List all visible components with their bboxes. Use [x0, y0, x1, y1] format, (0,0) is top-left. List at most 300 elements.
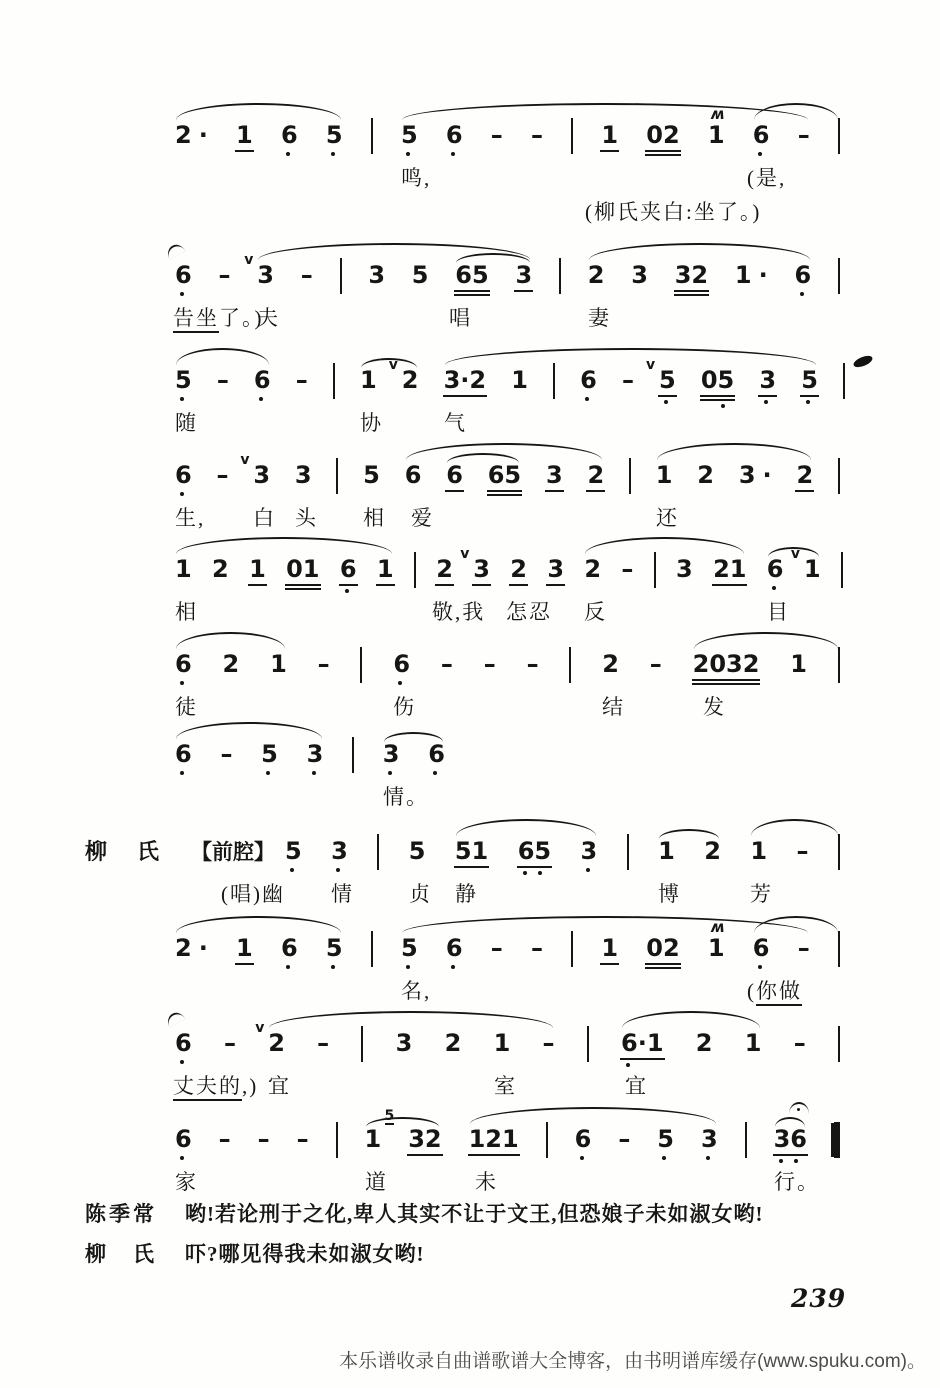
note-digit: 1: [707, 121, 725, 149]
note: [175, 462, 192, 488]
octave-dot: [180, 1060, 184, 1064]
note-digit: 3: [547, 555, 565, 583]
token-row: [175, 918, 840, 977]
dialogue-role: 陈季常: [85, 1202, 157, 1226]
note-digit: 2: [212, 555, 229, 583]
lyric-text: 未: [475, 1170, 498, 1194]
note: [409, 838, 426, 864]
lyric-text: 静: [455, 882, 478, 906]
note: [646, 357, 676, 394]
lyric-text: (是,: [747, 166, 787, 190]
note: [527, 651, 539, 677]
note-digit: 5: [363, 461, 380, 489]
note-digit: –: [216, 461, 229, 489]
lyric-text: 行。: [774, 1170, 820, 1194]
lyric-text: 目: [767, 600, 790, 624]
note: [326, 122, 343, 148]
octave-dot: [806, 400, 810, 404]
note: [445, 1030, 462, 1056]
lyric-text: 徒: [175, 695, 198, 719]
octave-dot: [772, 586, 776, 590]
underline: [454, 290, 489, 292]
tie-icon: [164, 241, 185, 259]
note: [408, 1126, 441, 1152]
lyric: [409, 878, 432, 908]
underline: [645, 154, 680, 156]
octave-dot: [388, 771, 392, 775]
note-digit: 6: [280, 121, 298, 149]
note-digit: –: [621, 555, 634, 583]
lyric-text: 了。): [219, 306, 264, 330]
note: [175, 1030, 192, 1056]
lyric: [588, 302, 611, 332]
lyric: [449, 302, 472, 332]
note: [175, 262, 192, 288]
note-digit: –: [317, 650, 330, 678]
slur-arc: [402, 103, 808, 120]
barline: [654, 552, 656, 588]
note: [401, 935, 418, 961]
lyric: [656, 502, 679, 532]
note-digit: 2: [587, 461, 605, 489]
note-digit: 1: [655, 461, 673, 489]
slur-arc: [768, 547, 819, 557]
note: [220, 741, 232, 767]
note-digit: 3·2: [443, 366, 487, 394]
note-digit: 32: [408, 1125, 442, 1153]
note-digit: –: [618, 1125, 631, 1153]
note-digit: –: [542, 1029, 555, 1057]
note-digit: –: [483, 650, 496, 678]
note: [601, 935, 618, 961]
underline: [674, 294, 709, 296]
token-row: [175, 741, 445, 783]
note: [601, 122, 618, 148]
note: [326, 935, 343, 961]
note: [444, 367, 487, 393]
note: [581, 838, 598, 864]
note: [307, 741, 324, 767]
slur-arc: [657, 443, 811, 460]
note: [531, 935, 543, 961]
octave-dot: [180, 771, 184, 775]
note-digit: 1: [175, 555, 192, 583]
note: [646, 935, 679, 961]
token-row: [175, 105, 840, 164]
note-digit: 5: [285, 837, 302, 865]
note: [175, 1126, 192, 1152]
note: [223, 651, 240, 677]
note-digit: 6: [794, 261, 812, 289]
note-digit: –: [797, 934, 810, 962]
note: [396, 1030, 413, 1056]
fermata-icon: [789, 1102, 809, 1114]
note: [296, 367, 308, 393]
lyric-text: 敬,我: [432, 600, 486, 624]
page-number: 239: [791, 1284, 847, 1313]
augmentation-dot: ·: [758, 261, 768, 289]
lyric: [494, 1070, 517, 1100]
lyric-text: 丈夫的: [173, 1074, 242, 1101]
lyric: [432, 596, 485, 626]
note: [217, 367, 229, 393]
note-digit: –: [530, 934, 543, 962]
note: [469, 1126, 519, 1152]
note: [255, 1020, 285, 1057]
token-row: [175, 651, 840, 693]
lyric-text: 发: [703, 695, 726, 719]
underline: [517, 866, 552, 868]
note: [798, 935, 810, 961]
note-digit: 1: [803, 555, 821, 583]
octave-dot: [794, 1159, 798, 1163]
note-digit: 5: [801, 366, 818, 394]
underline: [546, 584, 565, 586]
octave-dot: [758, 965, 762, 969]
note: [621, 1030, 664, 1056]
barline: [629, 458, 631, 494]
note: [236, 935, 253, 961]
lyric: [257, 302, 280, 332]
note-digit: 36: [773, 1125, 807, 1153]
note-digit: 5: [408, 837, 426, 865]
note: [301, 262, 313, 288]
underline: [600, 150, 619, 152]
barline: [838, 458, 840, 494]
lyric: [774, 1166, 820, 1196]
note-digit: –: [300, 261, 313, 289]
breath-mark-icon: v: [244, 252, 254, 268]
breath-mark-icon: v: [255, 1020, 265, 1036]
note-digit: 3: [257, 261, 274, 289]
note: [240, 452, 271, 489]
note-digit: 6: [175, 261, 192, 289]
underline: [795, 490, 814, 492]
note-digit: –: [296, 1125, 309, 1153]
note: [657, 1126, 674, 1152]
underline: [376, 584, 395, 586]
underline: [645, 967, 680, 969]
note: [405, 462, 422, 488]
note-digit: 5: [411, 261, 429, 289]
note-digit: 6: [445, 934, 463, 962]
octave-dot: [266, 771, 270, 775]
lyric-text: 名,: [401, 979, 432, 1003]
octave-dot: [331, 965, 335, 969]
note-digit: 3: [331, 837, 348, 865]
note: [281, 122, 298, 148]
music-line: [175, 105, 840, 224]
octave-dot: [180, 492, 184, 496]
slur-arc: [751, 819, 838, 836]
note-digit: 2: [796, 461, 814, 489]
underline: [509, 584, 528, 586]
octave-dot: [664, 400, 668, 404]
note-digit: 6: [766, 555, 784, 583]
note-digit: 5: [400, 121, 418, 149]
underline: [443, 395, 488, 397]
note-digit: 3: [700, 1125, 718, 1153]
lyric: [475, 1166, 498, 1196]
octave-dot: [779, 1159, 783, 1163]
slur-arc: [176, 722, 322, 739]
note: [175, 367, 192, 393]
lyric-text: 头: [295, 506, 318, 530]
note-digit: 6: [580, 366, 597, 394]
barline: [371, 118, 373, 154]
token-row: [175, 546, 843, 598]
barline: [834, 1122, 840, 1158]
note: [650, 651, 662, 677]
note-digit: 51: [454, 837, 489, 865]
note: [790, 651, 807, 677]
barline: [371, 931, 373, 967]
underline: [758, 395, 777, 397]
note-digit: 5: [325, 934, 343, 962]
note-digit: 2: [584, 555, 602, 583]
octave-dot: [580, 1156, 584, 1160]
breath-mark-icon: v: [790, 546, 800, 562]
note-digit: 1: [734, 261, 752, 289]
note: [446, 462, 463, 488]
lyric: [444, 407, 467, 437]
lyric: [360, 407, 383, 437]
note-digit: 6: [428, 740, 445, 768]
note-digit: 5: [261, 740, 278, 768]
lyric-text: 反: [584, 600, 607, 624]
note-digit: 02: [646, 934, 680, 962]
note-digit: 1: [750, 837, 768, 865]
note-digit: 1: [790, 650, 807, 678]
note: [340, 556, 357, 582]
note: [588, 262, 605, 288]
note: [175, 556, 192, 582]
octave-dot: [433, 771, 437, 775]
dialogue-row: [85, 1238, 425, 1268]
octave-dot: [345, 589, 349, 593]
note-digit: 1: [376, 555, 394, 583]
lyric-text: 气: [444, 411, 467, 435]
octave-dot: [586, 868, 590, 872]
slur-arc: [589, 243, 810, 260]
lyric-text: 你做: [756, 979, 802, 1006]
note: [401, 122, 418, 148]
octave-dot: [538, 871, 542, 875]
note-digit: –: [220, 740, 233, 768]
barline: [559, 258, 561, 294]
note-digit: 6: [175, 461, 192, 489]
slur-arc: [176, 348, 269, 365]
augmentation-dot: ·: [198, 121, 208, 149]
barline: [571, 931, 573, 967]
note-digit: 1: [236, 121, 253, 149]
token-row: [175, 1108, 840, 1168]
lyric: [602, 691, 625, 721]
barline: [361, 1026, 363, 1062]
note-digit: 1: [236, 934, 253, 962]
mordent-icon: ʍ: [710, 105, 725, 123]
note: [368, 262, 385, 288]
underline: [285, 584, 320, 586]
note: [236, 122, 253, 148]
note: [484, 651, 496, 677]
note-digit: 2: [510, 555, 527, 583]
note: [701, 367, 734, 393]
slur-arc: [176, 537, 392, 554]
slur-arc: [754, 916, 838, 933]
note: [258, 1126, 270, 1152]
lyric: [331, 878, 354, 908]
note: [494, 1030, 511, 1056]
note: [656, 462, 673, 488]
music-line: [173, 1020, 840, 1098]
note-digit: 1: [270, 650, 287, 678]
note-digit: –: [621, 366, 634, 394]
underline: [514, 290, 533, 292]
note-digit: 6: [752, 934, 770, 962]
tune-tag: 【前腔】: [191, 840, 275, 864]
underline: [445, 490, 464, 492]
note-digit: 3: [580, 837, 598, 865]
lyric-text: (唱)幽: [221, 882, 285, 906]
barline: [340, 258, 342, 294]
octave-dot: [398, 681, 402, 685]
octave-dot: [764, 400, 768, 404]
lyric: [393, 691, 416, 721]
note: [244, 252, 274, 289]
octave-dot: [662, 1156, 666, 1160]
note: [455, 262, 488, 288]
note: [745, 1030, 762, 1056]
dialogue-text: 吓?哪见得我未如淑女哟!: [185, 1242, 425, 1266]
barline: [414, 552, 416, 588]
note: [547, 556, 564, 582]
note: [798, 122, 810, 148]
note-digit: 6: [446, 461, 463, 489]
note-digit: –: [526, 650, 539, 678]
note: [622, 367, 634, 393]
octave-dot: [706, 1156, 710, 1160]
note-digit: –: [218, 261, 231, 289]
lyric-text: 生,: [175, 506, 206, 530]
role-label: 柳 氏: [85, 839, 164, 864]
note: [676, 556, 693, 582]
note: [218, 262, 230, 288]
lyric-text: 白: [253, 506, 276, 530]
note-digit: 3: [306, 740, 324, 768]
lyric-text: 协: [360, 411, 383, 435]
breath-mark-icon: v: [460, 546, 470, 562]
dialogue-row: [85, 1198, 763, 1228]
note: [707, 105, 725, 149]
note: [412, 262, 429, 288]
note-digit: 6: [175, 740, 192, 768]
note: [393, 651, 410, 677]
note: [219, 1126, 231, 1152]
note: [217, 462, 229, 488]
lyric: [401, 975, 431, 1005]
note: [646, 122, 679, 148]
octave-dot: [286, 152, 290, 156]
note: [759, 367, 776, 393]
lyric: [173, 302, 264, 332]
note: [587, 462, 604, 488]
note-digit: 1: [707, 934, 725, 962]
slur-arc: [366, 1117, 439, 1127]
barline: [336, 1122, 338, 1158]
lyric-text: 告坐: [173, 306, 219, 333]
barline: [841, 552, 843, 588]
barline: [838, 931, 840, 967]
octave-dot: [180, 397, 184, 401]
music-line: [173, 252, 840, 330]
slur-arc: [754, 103, 838, 120]
note-digit: –: [295, 366, 308, 394]
note: [618, 1126, 630, 1152]
note: [713, 556, 746, 582]
grace-note: 5: [384, 1108, 395, 1124]
note: [631, 262, 648, 288]
note-digit: 02: [646, 121, 680, 149]
note-digit: 2: [401, 366, 419, 394]
octave-dot: [180, 1156, 184, 1160]
music-line: [175, 918, 840, 1003]
barline: [569, 647, 571, 683]
barline: [336, 458, 338, 494]
dialogue-role: 柳 氏: [85, 1242, 157, 1266]
barline: [546, 1122, 548, 1158]
underline: [700, 399, 735, 401]
barline: [377, 834, 379, 870]
lyric: [268, 1070, 291, 1100]
note-digit: 1: [601, 934, 619, 962]
underline: [658, 395, 677, 397]
breath-mark-icon: v: [646, 357, 656, 373]
lyric: [253, 502, 276, 532]
music-line: [175, 1108, 840, 1194]
slur-arc: [384, 732, 443, 742]
note-digit: –: [530, 121, 543, 149]
note-digit: 3: [545, 461, 563, 489]
slur-arc: [694, 632, 838, 649]
note-digit: –: [490, 934, 503, 962]
note-digit: 3: [473, 555, 490, 583]
underline: [645, 150, 680, 152]
music-line: [175, 740, 445, 809]
lyric: [411, 502, 434, 532]
note-digit: 2: [436, 555, 453, 583]
note-digit: 1: [249, 555, 266, 583]
note-digit: 5: [657, 1125, 674, 1153]
octave-dot: [180, 292, 184, 296]
note-digit: 2032: [692, 650, 760, 678]
lyric-text: 道: [365, 1170, 388, 1194]
note: [767, 556, 784, 582]
lyric: [401, 162, 431, 192]
note: [697, 462, 714, 488]
note-digit: 1: [744, 1029, 762, 1057]
note: [428, 741, 445, 767]
note-digit: 5: [175, 366, 192, 394]
note-digit: 6·1: [621, 1029, 664, 1057]
lyric: [175, 691, 198, 721]
note-digit: 3: [395, 1029, 413, 1057]
note-digit: 6: [445, 121, 463, 149]
note-digit: 3: [738, 461, 756, 489]
barline: [838, 647, 840, 683]
lyric: [175, 502, 205, 532]
note: [794, 1030, 806, 1056]
